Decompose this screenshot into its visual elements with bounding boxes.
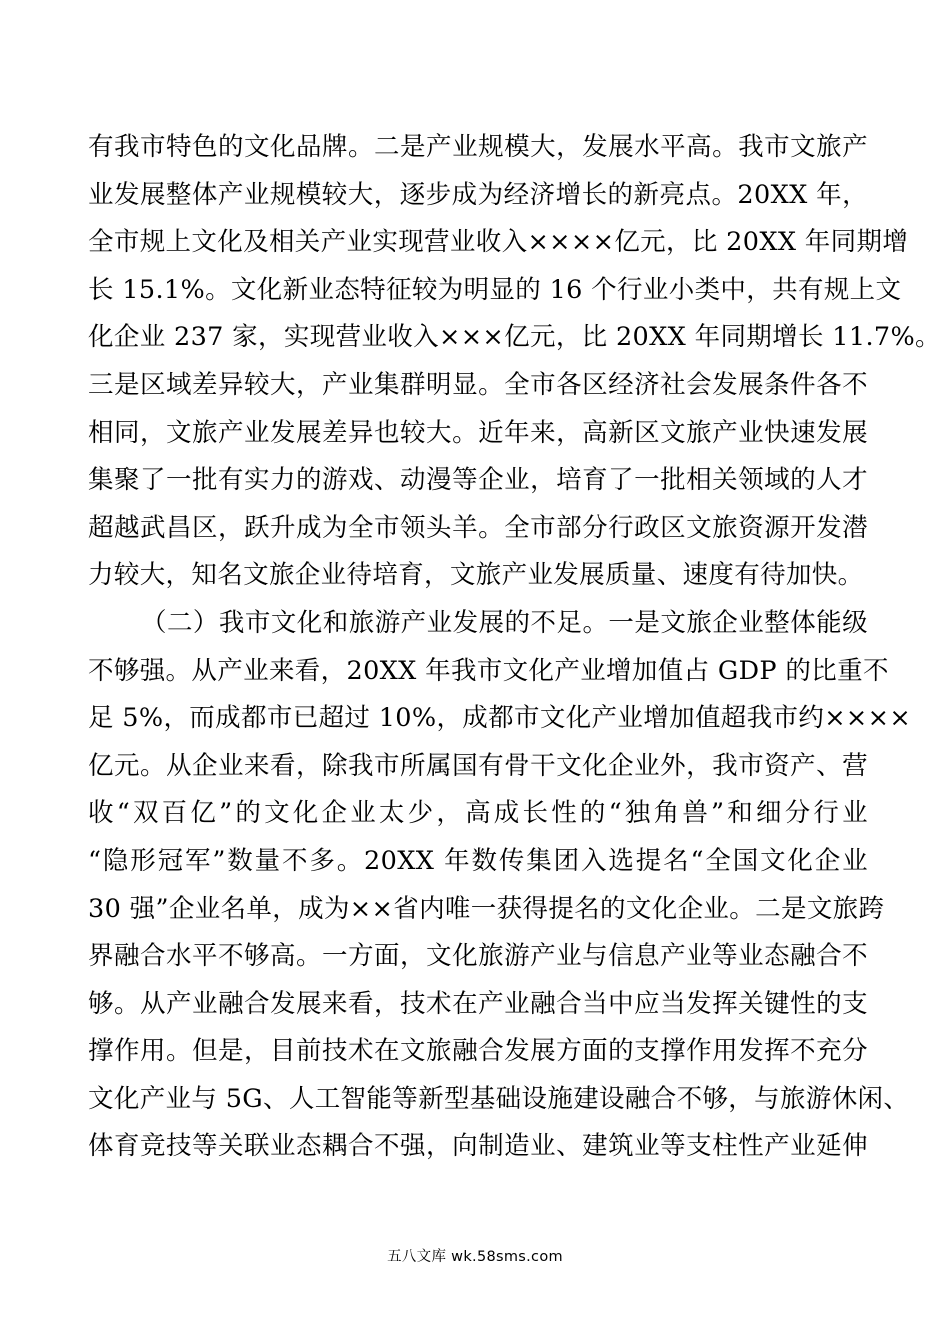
text-line: 全市规上文化及相关产业实现营业收入××××亿元，比 20XX 年同期增 [88, 227, 909, 258]
text-line: 超越武昌区，跃升成为全市领头羊。全市部分行政区文旅资源开发潜 [88, 512, 868, 543]
text-line: 集聚了一批有实力的游戏、动漫等企业，培育了一批相关领域的人才 [88, 465, 868, 496]
text-line: 长 15.1%。文化新业态特征较为明显的 16 个行业小类中，共有规上文 [88, 274, 902, 305]
text-line: “隐形冠军”数量不多。20XX 年数传集团入选提名“全国文化企业 [88, 845, 868, 876]
text-line: 30 强”企业名单，成为××省内唯一获得提名的文化企业。二是文旅跨 [88, 893, 885, 924]
text-line: 业发展整体产业规模较大，逐步成为经济增长的新亮点。20XX 年， [88, 179, 868, 210]
text-line: 相同，文旅产业发展差异也较大。近年来，高新区文旅产业快速发展 [88, 417, 868, 448]
text-line: 足 5%，而成都市已超过 10%，成都市文化产业增加值超我市约×××× [88, 703, 912, 734]
text-line: 化企业 237 家，实现营业收入×××亿元，比 20XX 年同期增长 11.7%。 [88, 322, 941, 353]
text-line: 文化产业与 5G、人工智能等新型基础设施建设融合不够，与旅游休闲、 [88, 1083, 910, 1114]
text-line: 够。从产业融合发展来看，技术在产业融合当中应当发挥关键性的支 [88, 988, 868, 1019]
text-line: 体育竞技等关联业态耦合不强，向制造业、建筑业等支柱性产业延伸 [88, 1131, 868, 1162]
text-line: 收“双百亿”的文化企业太少，高成长性的“独角兽”和细分行业 [88, 798, 868, 829]
text-line: 不够强。从产业来看，20XX 年我市文化产业增加值占 GDP 的比重不 [88, 655, 889, 686]
text-line: 三是区域差异较大，产业集群明显。全市各区经济社会发展条件各不 [88, 369, 868, 400]
text-line: 力较大，知名文旅企业待培育，文旅产业发展质量、速度有待加快。 [88, 560, 864, 591]
section-heading-line: （二）我市文化和旅游产业发展的不足。一是文旅企业整体能级 [141, 607, 868, 638]
text-line: 撑作用。但是，目前技术在文旅融合发展方面的支撑作用发挥不充分 [88, 1036, 868, 1067]
footer-watermark: 五八文库 wk.58sms.com [387, 1249, 563, 1265]
document-body [88, 124, 941, 1171]
text-line: 亿元。从企业来看，除我市所属国有骨干文化企业外，我市资产、营 [88, 750, 868, 781]
text-line: 界融合水平不够高。一方面，文化旅游产业与信息产业等业态融合不 [88, 941, 868, 972]
text-line: 有我市特色的文化品牌。二是产业规模大，发展水平高。我市文旅产 [88, 132, 868, 162]
